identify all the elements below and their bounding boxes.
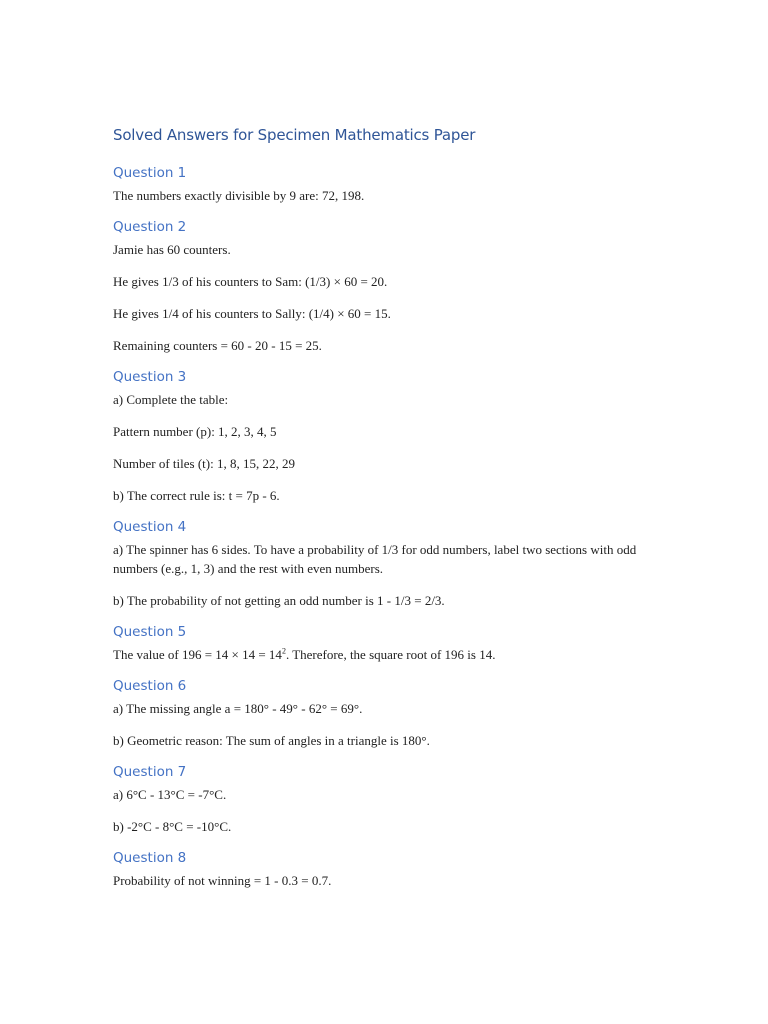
question-heading: Question 3 [113,369,187,385]
section-question-1 [113,164,658,205]
section-question-3 [113,368,658,505]
answer-text-start: The value of 196 = 14 × 14 = 14 [113,647,282,662]
answer-paragraph: b) Geometric reason: The sum of angles in a triangle is 180°. [113,733,430,748]
answer-paragraph: a) The missing angle a = 180° - 49° - 62° = 69°. [113,701,363,716]
question-heading: Question 1 [113,165,187,181]
exponent: 2 [281,646,286,656]
answer-paragraph: a) The spinner has 6 sides. To have a probability of 1/3 for odd numbers, label two sections with odd numbers (e.g., 1, 3) and the rest with even numbers. [113,542,637,576]
answer-paragraph: Remaining counters = 60 - 20 - 15 = 25. [113,338,322,353]
answer-text-end: . Therefore, the square root of 196 is 14. [285,647,496,662]
question-heading: Question 6 [113,678,187,694]
answer-paragraph: He gives 1/3 of his counters to Sam: (1/3) × 60 = 20. [113,274,388,289]
section-question-6 [113,677,658,750]
answer-paragraph: b) The probability of not getting an odd number is 1 - 1/3 = 2/3. [113,593,445,608]
answer-paragraph: Probability of not winning = 1 - 0.3 = 0.7. [113,873,332,888]
answer-paragraph [113,645,658,664]
section-question-8 [113,849,658,890]
section-question-2 [113,218,658,355]
question-heading: Question 4 [113,519,187,535]
section-question-4 [113,518,658,610]
answer-paragraph: The numbers exactly divisible by 9 are: 72, 198. [113,188,365,203]
section-question-7 [113,763,658,836]
document-title: Solved Answers for Specimen Mathematics Paper [113,126,476,144]
answer-paragraph: b) The correct rule is: t = 7p - 6. [113,488,280,503]
question-heading: Question 5 [113,624,187,640]
answer-paragraph: Pattern number (p): 1, 2, 3, 4, 5 [113,424,277,439]
answer-paragraph: Jamie has 60 counters. [113,242,231,257]
answer-paragraph: Number of tiles (t): 1, 8, 15, 22, 29 [113,456,295,471]
question-heading: Question 8 [113,850,187,866]
answer-paragraph: a) 6°C - 13°C = -7°C. [113,787,227,802]
answer-paragraph: He gives 1/4 of his counters to Sally: (1/4) × 60 = 15. [113,306,391,321]
answer-paragraph: a) Complete the table: [113,392,229,407]
question-heading: Question 2 [113,219,187,235]
document-page [113,124,658,903]
answer-paragraph: b) -2°C - 8°C = -10°C. [113,819,232,834]
question-heading: Question 7 [113,764,187,780]
section-question-5 [113,623,658,664]
